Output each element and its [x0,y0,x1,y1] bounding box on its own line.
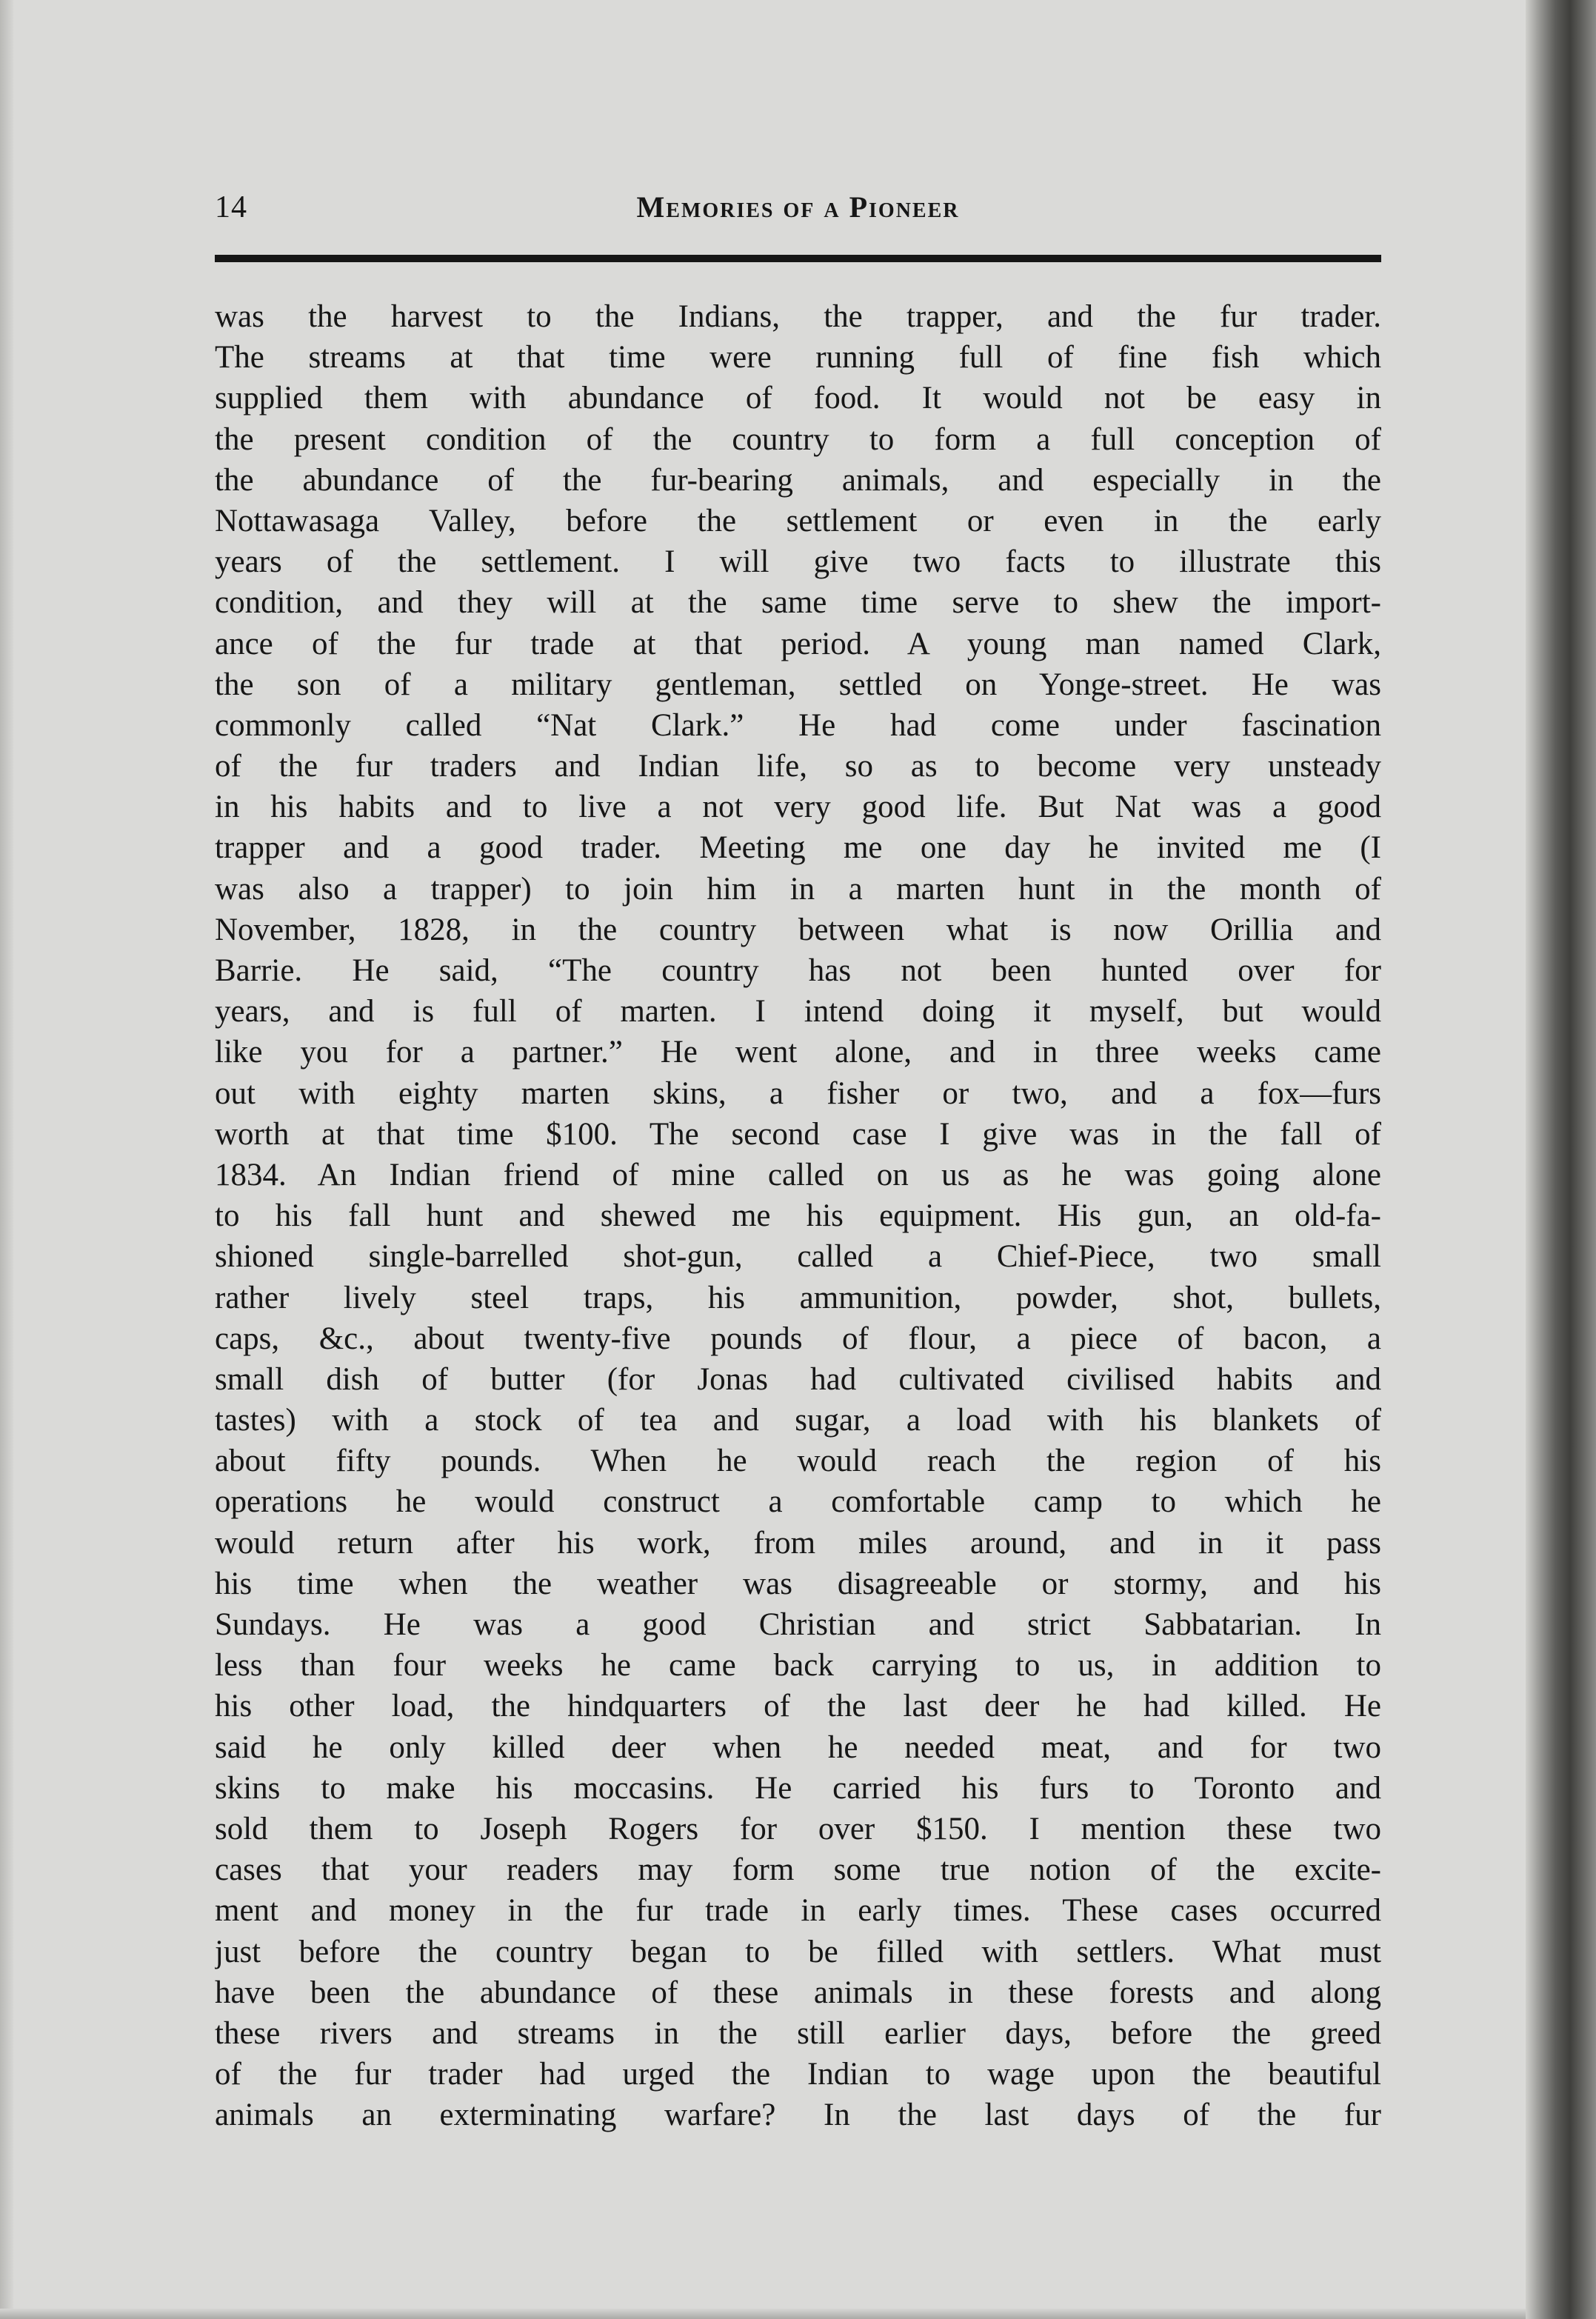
text-line: his time when the weather was disagreeable or stormy, and his [215,1566,1381,1601]
text-line: out with eighty marten skins, a fisher or two, and a fox—furs [215,1075,1381,1111]
text-line: operations he would construct a comfortable camp to which he [215,1484,1381,1520]
text-line: have been the abundance of these animals in these forests and along [215,1975,1381,2010]
text-line: animals an exterminating warfare? In the last days of the fur [215,2098,1381,2133]
page-header [215,187,1381,231]
text-line: just before the country began to be filled with settlers. What must [215,1934,1381,1969]
text-line: ment and money in the fur trade in early times. These cases occurred [215,1893,1381,1929]
text-line: Nottawasaga Valley, before the settlement or even in the early [215,503,1381,538]
text-line: was the harvest to the Indians, the trapper, and the fur trader. [215,299,1381,334]
page-number: 14 [215,190,247,224]
text-line: his other load, the hindquarters of the last deer he had killed. He [215,1689,1381,1724]
text-line: of the fur traders and Indian life, so as to become very unsteady [215,749,1381,784]
text-line: 1834. An Indian friend of mine called on us as he was going alone [215,1157,1381,1192]
text-line: these rivers and streams in the still earlier days, before the greed [215,2015,1381,2051]
text-line: skins to make his moccasins. He carried his furs to Toronto and [215,1770,1381,1806]
text-line: small dish of butter (for Jonas had cultivated civilised habits and [215,1361,1381,1397]
page-left-edge [0,0,13,2319]
header-rule [215,255,1381,262]
page-bottom-edge [0,2309,1526,2319]
text-line: rather lively steel traps, his ammunition, powder, shot, bullets, [215,1280,1381,1315]
body-text [215,296,1381,2135]
book-spine [1526,0,1596,2319]
text-line: November, 1828, in the country between what is now Orillia and [215,912,1381,947]
text-line: was also a trapper) to join him in a marten hunt in the month of [215,871,1381,907]
text-line: to his fall hunt and shewed me his equipment. His gun, an old-fa- [215,1198,1381,1234]
text-line: about fifty pounds. When he would reach the region of his [215,1444,1381,1479]
text-line: caps, &c., about twenty-five pounds of flour, a piece of bacon, a [215,1321,1381,1356]
text-line: the present condition of the country to form a full conception of [215,421,1381,457]
text-line: less than four weeks he came back carrying to us, in addition to [215,1648,1381,1684]
text-line: cases that your readers may form some true notion of the excite- [215,1852,1381,1888]
text-line: said he only killed deer when he needed meat, and for two [215,1729,1381,1765]
text-line: years, and is full of marten. I intend doing it myself, but would [215,994,1381,1030]
text-line: ance of the fur trade at that period. A young man named Clark, [215,626,1381,661]
text-line: trapper and a good trader. Meeting me one day he invited me (I [215,830,1381,866]
text-line: Sundays. He was a good Christian and strict Sabbatarian. In [215,1607,1381,1642]
running-title: Memories of a Pioneer [636,190,960,224]
text-line: worth at that time $100. The second case I give was in the fall of [215,1116,1381,1152]
text-line: of the fur trader had urged the Indian to wage upon the beautiful [215,2057,1381,2092]
text-line: sold them to Joseph Rogers for over $150. I mention these two [215,1811,1381,1846]
text-line: would return after his work, from miles around, and in it pass [215,1525,1381,1561]
text-line: like you for a partner.” He went alone, and in three weeks came [215,1035,1381,1070]
text-line: the son of a military gentleman, settled on Yonge-street. He was [215,667,1381,702]
text-line: the abundance of the fur-bearing animals, and especially in the [215,462,1381,498]
text-line: condition, and they will at the same time serve to shew the import- [215,585,1381,621]
text-line: The streams at that time were running full of fine fish which [215,340,1381,376]
text-line: shioned single-barrelled shot-gun, called a Chief-Piece, two small [215,1239,1381,1275]
text-line: supplied them with abundance of food. It would not be easy in [215,381,1381,416]
text-line: tastes) with a stock of tea and sugar, a load with his blankets of [215,1403,1381,1438]
text-line: years of the settlement. I will give two facts to illustrate this [215,544,1381,580]
text-line: in his habits and to live a not very good life. But Nat was a good [215,790,1381,825]
text-line: commonly called “Nat Clark.” He had come under fascination [215,707,1381,743]
text-line: Barrie. He said, “The country has not been hunted over for [215,953,1381,988]
